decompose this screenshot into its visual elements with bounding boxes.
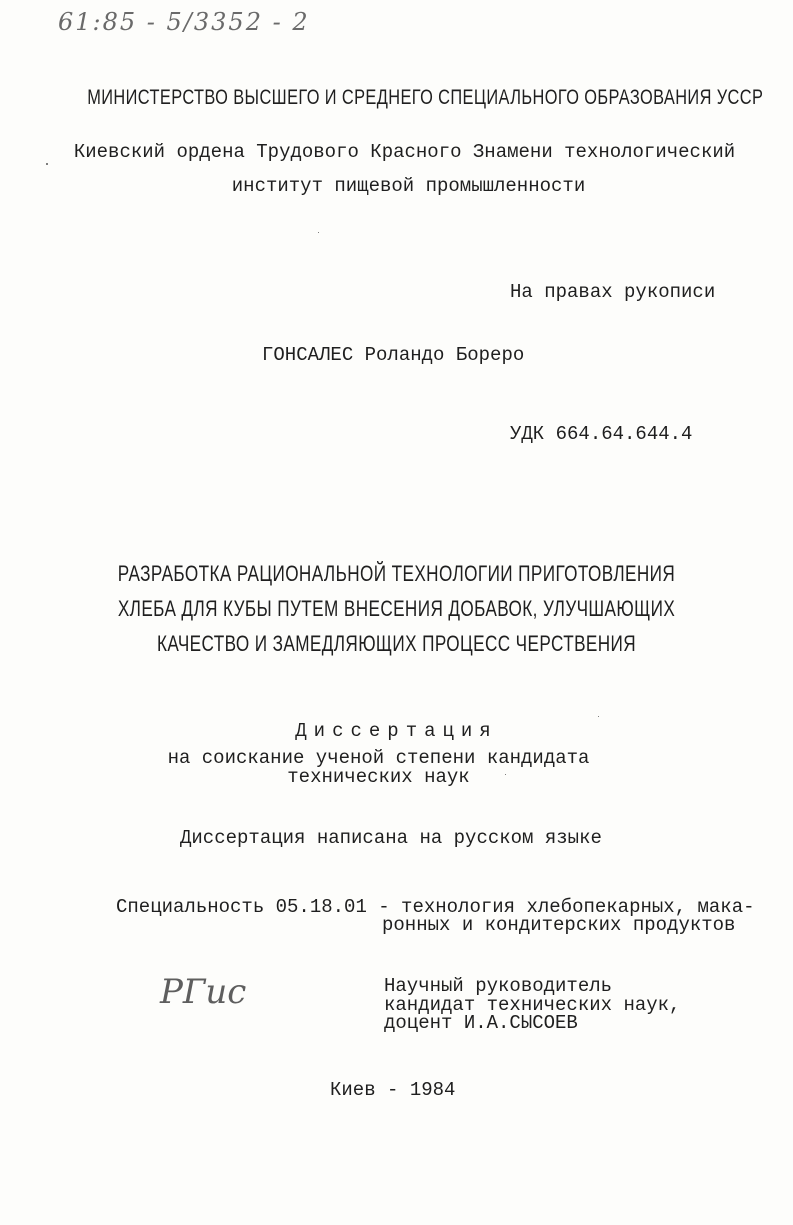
work-type-line-2: технических наук — [287, 766, 470, 788]
author-name: ГОНСАЛЕС Роландо Бореро — [262, 344, 525, 366]
supervisor-line-2: кандидат технических наук, — [384, 994, 681, 1016]
paper-speck — [505, 774, 506, 775]
dissertation-title-line-2: ХЛЕБА ДЛЯ КУБЫ ПУТЕМ ВНЕСЕНИЯ ДОБАВОК, УЛУЧШАЮЩИХ — [117, 596, 676, 621]
specialty-line-1: Специальность 05.18.01 - технология хлебопекарных, мака- — [116, 896, 755, 918]
paper-speck — [318, 232, 319, 233]
udk-code: УДК 664.64.644.4 — [510, 423, 693, 445]
language-note: Диссертация написана на русском языке — [180, 827, 602, 849]
place-and-year: Киев - 1984 — [330, 1079, 456, 1101]
paper-speck — [46, 163, 48, 165]
paper-speck — [598, 716, 599, 717]
archive-mark: 61:85 - 5/3352 - 2 — [58, 8, 310, 36]
rights-note: На правах рукописи — [510, 281, 716, 303]
supervisor-line-1: Научный руководитель — [384, 975, 613, 997]
specialty-line-2: ронных и кондитерских продуктов — [382, 914, 736, 936]
work-type-line-1: на соискание ученой степени кандидата — [167, 747, 590, 769]
ministry-heading: МИНИСТЕРСТВО ВЫСШЕГО И СРЕДНЕГО СПЕЦИАЛЬНОГО ОБРАЗОВАНИЯ УССР — [87, 86, 764, 109]
dissertation-title-line-1: РАЗРАБОТКА РАЦИОНАЛЬНОЙ ТЕХНОЛОГИИ ПРИГОТОВЛЕНИЯ — [117, 561, 676, 586]
institute-line-2: институт пищевой промышленности — [231, 175, 586, 197]
signature: РГис — [160, 972, 247, 1012]
work-type-heading: Диссертация — [295, 720, 498, 742]
dissertation-title-line-3: КАЧЕСТВО И ЗАМЕДЛЯЮЩИХ ПРОЦЕСС ЧЕРСТВЕНИЯ — [156, 631, 637, 656]
institute-line-1: Киевский ордена Трудового Красного Знамени технологический — [73, 141, 736, 163]
supervisor-line-3: доцент И.А.СЫСОЕВ — [384, 1012, 578, 1034]
